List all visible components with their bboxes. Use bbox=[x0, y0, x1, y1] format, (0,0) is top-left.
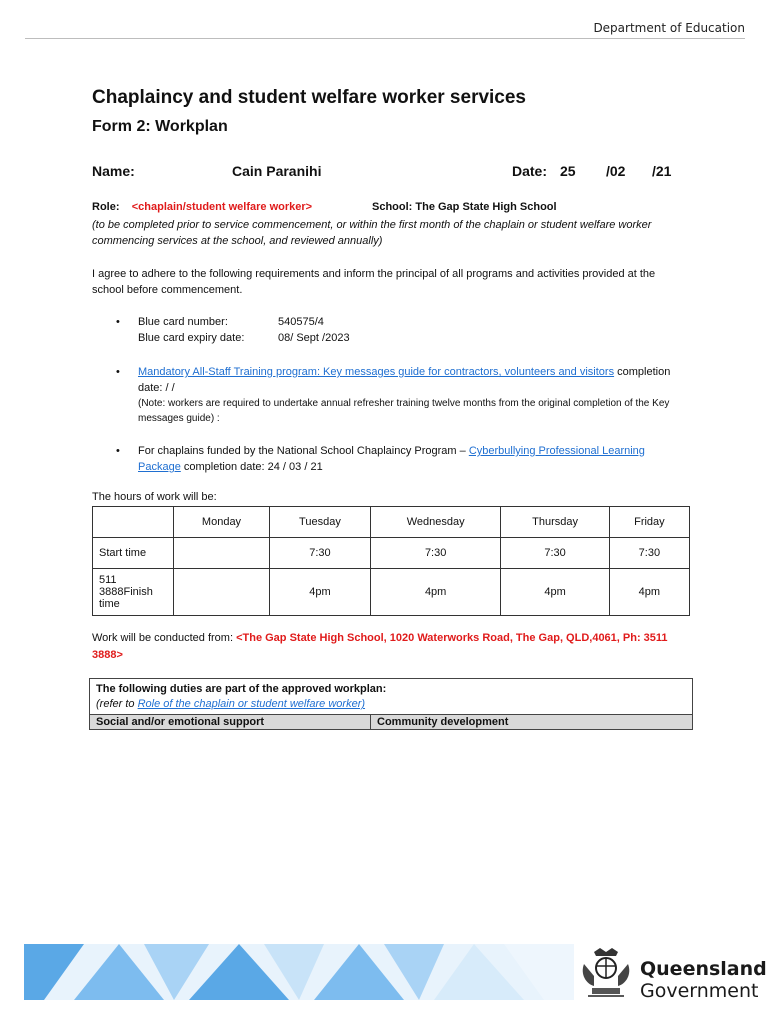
duties-refer-prefix: (refer to bbox=[96, 698, 138, 710]
work-location-prefix: Work will be conducted from: bbox=[92, 632, 237, 644]
role-label: Role: bbox=[92, 201, 120, 213]
duties-col-social: Social and/or emotional support bbox=[90, 715, 371, 729]
bullet-marker: • bbox=[116, 316, 120, 328]
day-header: Friday bbox=[609, 507, 689, 538]
cyberbullying-package-link[interactable]: Cyberbullying Professional Learning Package bbox=[138, 445, 645, 473]
document-title: Chaplaincy and student welfare worker services bbox=[92, 87, 527, 108]
date-year-field[interactable]: /21 bbox=[652, 163, 672, 179]
training-completion-date[interactable]: completion date: / / bbox=[138, 366, 671, 394]
hours-corner-cell bbox=[93, 507, 174, 538]
document-subtitle: Form 2: Workplan bbox=[92, 118, 228, 135]
cyberbullying-completion-date[interactable]: completion date: 24 / 03 / 21 bbox=[180, 461, 323, 473]
cyberbullying-prefix: For chaplains funded by the National School Chaplaincy Program – bbox=[138, 445, 469, 457]
brand-line-1: Queensland bbox=[640, 958, 767, 980]
duties-columns bbox=[90, 714, 692, 729]
role-row bbox=[92, 201, 312, 213]
queensland-government-wordmark bbox=[640, 958, 767, 1002]
duties-reference bbox=[96, 697, 686, 712]
name-label: Name: bbox=[92, 163, 135, 179]
start-time-label: Start time bbox=[93, 538, 174, 569]
duties-heading: The following duties are part of the approved workplan: bbox=[96, 683, 387, 695]
finish-time-cell[interactable]: 4pm bbox=[370, 569, 501, 616]
day-header: Tuesday bbox=[270, 507, 371, 538]
start-time-row bbox=[93, 538, 690, 569]
start-time-cell[interactable] bbox=[174, 538, 270, 569]
finish-time-cell[interactable]: 4pm bbox=[501, 569, 609, 616]
hours-label: The hours of work will be: bbox=[92, 491, 217, 503]
duties-col-community: Community development bbox=[377, 716, 509, 728]
bullet-marker: • bbox=[116, 445, 120, 457]
date-month-field[interactable]: /02 bbox=[606, 163, 626, 179]
header-divider bbox=[25, 38, 745, 39]
work-location bbox=[92, 630, 672, 664]
day-header: Thursday bbox=[501, 507, 609, 538]
school-name: School: The Gap State High School bbox=[372, 201, 557, 213]
finish-time-cell[interactable]: 4pm bbox=[609, 569, 689, 616]
blue-card-expiry-label: Blue card expiry date: bbox=[138, 332, 245, 344]
hours-table bbox=[92, 506, 690, 616]
day-header: Monday bbox=[174, 507, 270, 538]
start-time-cell[interactable]: 7:30 bbox=[270, 538, 371, 569]
brand-line-2: Government bbox=[640, 980, 759, 1002]
start-time-cell[interactable]: 7:30 bbox=[501, 538, 609, 569]
day-header: Wednesday bbox=[370, 507, 501, 538]
training-program-link[interactable]: Mandatory All-Staff Training program: Key messages guide for contractors, volunteers and visitors bbox=[138, 366, 615, 378]
blue-card-expiry-field[interactable]: 08/ Sept /2023 bbox=[278, 332, 350, 344]
work-location-field[interactable]: <The Gap State High School, 1020 Waterworks Road, The Gap, QLD,4061, Ph: 3511 3888> bbox=[92, 632, 668, 661]
agreement-text: I agree to adhere to the following requirements and inform the principal of all programs and activities provided at the school before commencement. bbox=[92, 268, 656, 296]
duties-intro bbox=[90, 679, 692, 714]
finish-time-cell[interactable]: 4pm bbox=[270, 569, 371, 616]
date-label: Date: bbox=[512, 163, 548, 179]
finish-time-label: 511 3888Finish time bbox=[93, 569, 174, 616]
footer-banner-graphic bbox=[24, 944, 574, 1000]
department-name: Department of Education bbox=[593, 21, 745, 35]
blue-card-number-field[interactable]: 540575/4 bbox=[278, 316, 324, 328]
role-field[interactable]: <chaplain/student welfare worker> bbox=[131, 201, 313, 213]
queensland-crest-icon bbox=[576, 944, 636, 1004]
date-day-field[interactable]: 25 bbox=[560, 163, 576, 179]
start-time-cell[interactable]: 7:30 bbox=[370, 538, 501, 569]
duties-table bbox=[89, 678, 693, 730]
finish-time-row bbox=[93, 569, 690, 616]
role-note: (to be completed prior to service commencement, or within the first month of the chaplain or student welfare worker commencing services at the school, and reviewed annually) bbox=[92, 219, 652, 247]
training-bullet bbox=[116, 364, 678, 426]
name-field[interactable]: Cain Paranihi bbox=[232, 163, 322, 179]
blue-card-number-label: Blue card number: bbox=[138, 316, 228, 328]
cyberbullying-bullet bbox=[116, 443, 686, 475]
role-of-chaplain-link[interactable]: Role of the chaplain or student welfare worker) bbox=[137, 698, 366, 710]
start-time-cell[interactable]: 7:30 bbox=[609, 538, 689, 569]
finish-time-cell[interactable] bbox=[174, 569, 270, 616]
bullet-marker: • bbox=[116, 366, 120, 378]
hours-header-row bbox=[93, 507, 690, 538]
training-note: (Note: workers are required to undertake annual refresher training twelve months from the original completion of the Key messages guide) : bbox=[138, 398, 670, 424]
